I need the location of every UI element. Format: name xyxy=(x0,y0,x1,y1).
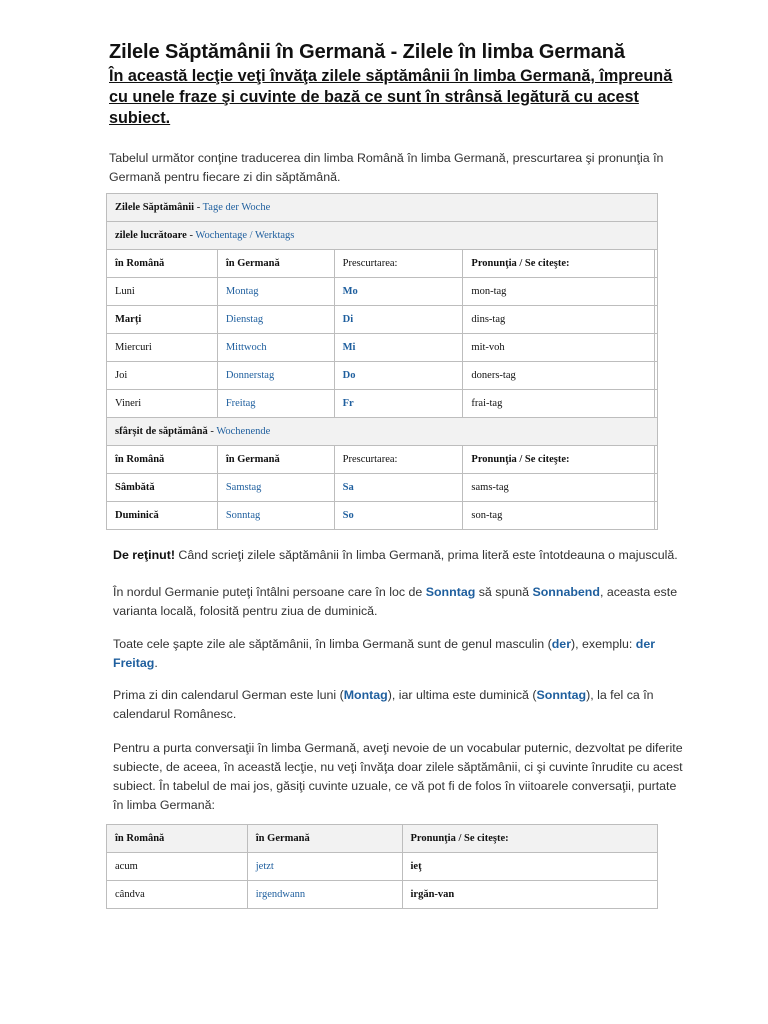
day-pron: doners-tag xyxy=(463,362,655,390)
keyword: der Freitag xyxy=(113,637,656,670)
table-row xyxy=(107,881,658,909)
day-abbr: Sa xyxy=(334,474,463,502)
table-title-de: Tage der Woche xyxy=(202,202,271,213)
table-row xyxy=(107,853,658,881)
note-label: De reţinut! xyxy=(113,548,175,562)
table-row xyxy=(107,390,658,418)
table-row xyxy=(107,474,658,502)
col-header-pron: Pronunţia / Se citeşte: xyxy=(402,825,657,853)
day-abbr: Mi xyxy=(334,334,463,362)
intro-paragraph: Tabelul următor conţine traducerea din limba Română în limba Germană, prescurtarea şi pronunţia în Germană pentru fiecare zi din săptămână. xyxy=(109,151,664,184)
day-pron: sams-tag xyxy=(463,474,655,502)
col-header-pron: Pronunţia / Se citeşte: xyxy=(463,250,655,278)
table-row xyxy=(107,306,658,334)
keyword: Sonntag xyxy=(425,585,476,599)
day-de: Sonntag xyxy=(217,502,334,530)
day-abbr: Mo xyxy=(334,278,463,306)
day-ro: Sâmbătă xyxy=(107,474,218,502)
word-de: jetzt xyxy=(247,853,402,881)
table-row xyxy=(107,334,658,362)
col-header-abbr: Prescurtarea: xyxy=(334,250,463,278)
day-abbr: Di xyxy=(334,306,463,334)
day-abbr: Do xyxy=(334,362,463,390)
keyword: Sonnabend xyxy=(532,585,600,599)
word-pron: ieţ xyxy=(402,853,657,881)
column-header-row xyxy=(107,825,658,853)
weekend-section-row: sfârșit de săptămână - Wochenende xyxy=(107,418,658,446)
day-ro: Vineri xyxy=(107,390,218,418)
weekdays-table xyxy=(106,193,658,530)
note-paragraph-3: Toate cele şapte zile ale săptămânii, în limba Germană sunt de genul masculin (der), exemplu: der Freitag. xyxy=(113,637,656,670)
keyword: Montag xyxy=(343,688,388,702)
word-pron: irgăn-van xyxy=(402,881,657,909)
note-paragraph-2: În nordul Germanie puteţi întâlni persoane care în loc de Sonntag să spună Sonnabend, aceasta este varianta locală, folosită pentru ziua de duminică. xyxy=(113,585,678,618)
day-pron: frai-tag xyxy=(463,390,655,418)
weekend-label-de: Wochenende xyxy=(216,426,271,437)
page-subtitle: În această lecţie veţi învăţa zilele săptămânii în limba Germană, împreună cu unele fraze şi cuvinte de bază ce sunt în strânsă legătură cu acest subiect. xyxy=(109,67,673,127)
column-header-row xyxy=(107,250,658,278)
day-ro: Miercuri xyxy=(107,334,218,362)
day-abbr: So xyxy=(334,502,463,530)
day-de: Dienstag xyxy=(217,306,334,334)
keyword: der xyxy=(551,637,572,651)
weekdays-label-ro: zilele lucrătoare xyxy=(115,230,187,241)
col-header-ro: în Română xyxy=(107,250,218,278)
table-title-ro: Zilele Săptămânii xyxy=(115,202,195,213)
weekdays-label-de: Wochentage / Werktags xyxy=(195,230,295,241)
day-de: Donnerstag xyxy=(217,362,334,390)
day-de: Freitag xyxy=(217,390,334,418)
table-row xyxy=(107,362,658,390)
table-row xyxy=(107,278,658,306)
lesson-header xyxy=(109,40,679,187)
column-header-row xyxy=(107,446,658,474)
day-ro: Duminică xyxy=(107,502,218,530)
table-row xyxy=(107,502,658,530)
day-abbr: Fr xyxy=(334,390,463,418)
col-header-de: în Germană xyxy=(247,825,402,853)
note-paragraph-5: Pentru a purta conversaţii în limba Germană, aveţi nevoie de un vocabular puternic, dezvoltat pe diferite subiecte, de aceea, în această lecţie, nu veţi învăţa doar zilele săptămânii, ci şi cuvinte înrudite cu acest subiect. În tabelul de mai jos, găsiţi cuvinte uzuale, ce vă pot fi de folos în viitoarele conversaţii, purtate în limba Germană: xyxy=(113,741,683,812)
word-ro: cândva xyxy=(107,881,248,909)
weekdays-section-row: zilele lucrătoare - Wochentage / Werktags xyxy=(107,222,658,250)
day-pron: dins-tag xyxy=(463,306,655,334)
day-de: Mittwoch xyxy=(217,334,334,362)
day-ro: Luni xyxy=(107,278,218,306)
word-de: irgendwann xyxy=(247,881,402,909)
day-ro: Joi xyxy=(107,362,218,390)
weekend-label-ro: sfârșit de săptămână xyxy=(115,426,208,437)
note-paragraph-4: Prima zi din calendarul German este luni (Montag), iar ultima este duminică (Sonntag), la fel ca în calendarul Românesc. xyxy=(113,688,654,721)
col-header-de: în Germană xyxy=(217,250,334,278)
day-pron: mon-tag xyxy=(463,278,655,306)
col-header-de: în Germană xyxy=(217,446,334,474)
page-title: Zilele Săptămânii în Germană - Zilele în limba Germană xyxy=(109,41,625,63)
table-title-row: Zilele Săptămânii - Tage der Woche xyxy=(107,194,658,222)
col-header-abbr: Prescurtarea: xyxy=(334,446,463,474)
vocabulary-table xyxy=(106,824,658,909)
day-ro: Marți xyxy=(107,306,218,334)
word-ro: acum xyxy=(107,853,248,881)
note-paragraph-1: De reţinut! Când scrieţi zilele săptămânii în limba Germană, prima literă este întotdeauna o majusculă. xyxy=(113,548,678,562)
day-pron: mit-voh xyxy=(463,334,655,362)
day-pron: son-tag xyxy=(463,502,655,530)
day-de: Montag xyxy=(217,278,334,306)
keyword: Sonntag xyxy=(536,688,587,702)
col-header-ro: în Română xyxy=(107,446,218,474)
col-header-pron: Pronunţia / Se citeşte: xyxy=(463,446,655,474)
col-header-ro: în Română xyxy=(107,825,248,853)
day-de: Samstag xyxy=(217,474,334,502)
